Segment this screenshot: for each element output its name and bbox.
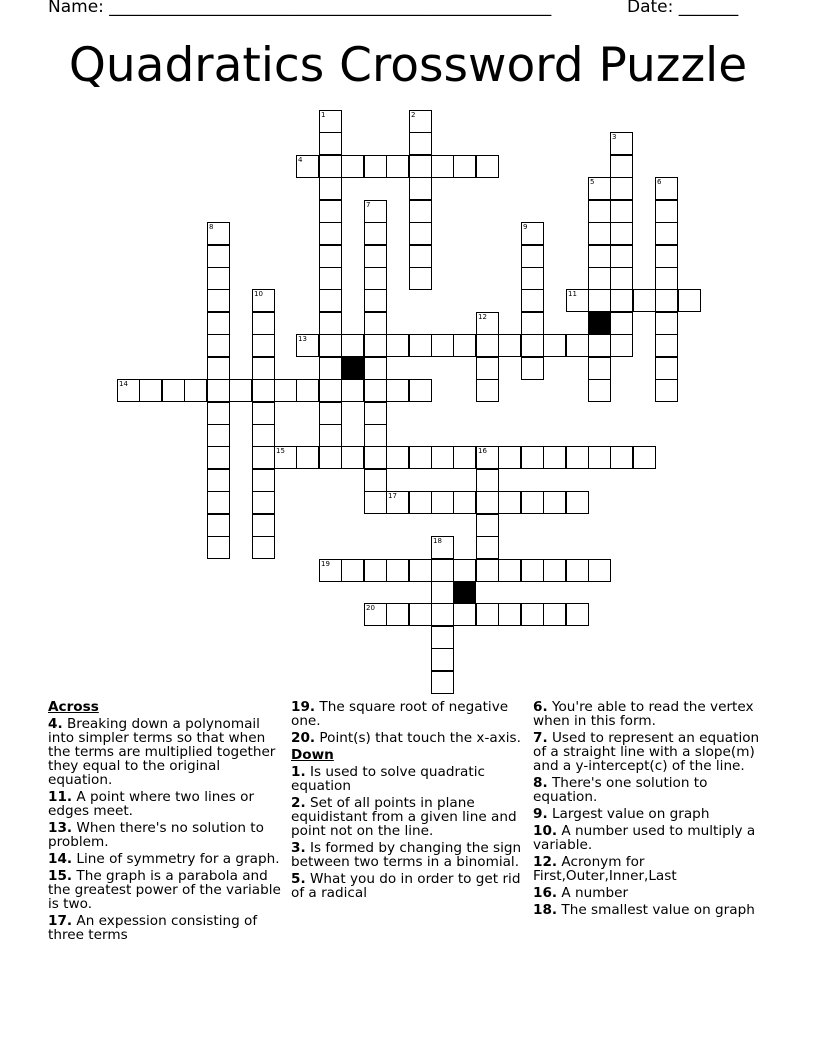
grid-cell[interactable]: [364, 379, 387, 402]
clue-number: 2: [411, 111, 416, 119]
clue-number: 15: [276, 447, 285, 455]
grid-cell[interactable]: [364, 559, 387, 582]
grid-cell[interactable]: [655, 334, 678, 357]
grid-cell[interactable]: [566, 603, 589, 626]
grid-cell[interactable]: [453, 334, 476, 357]
grid-cell[interactable]: [319, 559, 342, 582]
grid-cell[interactable]: [431, 648, 454, 671]
grid-cell[interactable]: [341, 559, 364, 582]
clue-number: 20: [366, 604, 375, 612]
clue-across-17: 17. An expession consisting of three terms: [48, 913, 258, 943]
grid-cell[interactable]: [207, 469, 230, 492]
grid-cell[interactable]: [453, 559, 476, 582]
clue-down-3: 3. Is formed by changing the sign between two terms in a binomial.: [291, 840, 522, 870]
grid-cell[interactable]: [252, 446, 275, 469]
grid-cell[interactable]: [588, 334, 611, 357]
clue-down-5: 5. What you do in order to get rid of a radical: [291, 871, 521, 901]
grid-cell[interactable]: [610, 177, 633, 200]
grid-cell[interactable]: [453, 446, 476, 469]
grid-cell[interactable]: [207, 245, 230, 268]
grid-cell[interactable]: [610, 132, 633, 155]
grid-cell[interactable]: [207, 267, 230, 290]
grid-cell[interactable]: [274, 446, 297, 469]
clue-number: 17: [388, 492, 397, 500]
grid-cell[interactable]: [364, 491, 387, 514]
clue-across-11: 11. A point where two lines or edges meet.: [48, 789, 255, 819]
grid-cell[interactable]: [409, 222, 432, 245]
clue-number: 4: [298, 156, 303, 164]
grid-cell[interactable]: [431, 581, 454, 604]
grid-cell[interactable]: [431, 671, 454, 694]
clue-down-8: 8. There's one solution to equation.: [533, 775, 708, 805]
grid-cell[interactable]: [409, 200, 432, 223]
grid-cell[interactable]: [296, 334, 319, 357]
grid-cell[interactable]: [207, 357, 230, 380]
grid-cell[interactable]: [409, 446, 432, 469]
grid-cell[interactable]: [543, 603, 566, 626]
grid-cell[interactable]: [476, 469, 499, 492]
grid-cell[interactable]: [476, 155, 499, 178]
grid-cell[interactable]: [386, 446, 409, 469]
clue-down-18: 18. The smallest value on graph: [533, 902, 755, 918]
grid-cell[interactable]: [319, 312, 342, 335]
grid-cell[interactable]: [409, 334, 432, 357]
grid-cell[interactable]: [588, 200, 611, 223]
clue-across-14: 14. Line of symmetry for a graph.: [48, 851, 280, 867]
grid-cell[interactable]: [566, 491, 589, 514]
grid-cell[interactable]: [498, 603, 521, 626]
grid-block: [341, 357, 364, 380]
clue-number: 11: [568, 290, 577, 298]
grid-cell[interactable]: [566, 446, 589, 469]
clue-down-9: 9. Largest value on graph: [533, 806, 710, 822]
grid-cell[interactable]: [364, 222, 387, 245]
grid-cell[interactable]: [521, 289, 544, 312]
grid-cell[interactable]: [521, 357, 544, 380]
grid-cell[interactable]: [610, 245, 633, 268]
grid-cell[interactable]: [543, 446, 566, 469]
grid-cell[interactable]: [610, 289, 633, 312]
grid-cell[interactable]: [476, 514, 499, 537]
grid-cell[interactable]: [207, 424, 230, 447]
clue-number: 18: [433, 537, 442, 545]
grid-cell[interactable]: [207, 222, 230, 245]
grid-cell[interactable]: [319, 334, 342, 357]
clue-number: 6: [657, 178, 662, 186]
grid-cell[interactable]: [319, 155, 342, 178]
grid-cell[interactable]: [364, 289, 387, 312]
grid-cell[interactable]: [409, 379, 432, 402]
grid-cell[interactable]: [453, 603, 476, 626]
clue-column-3: [533, 700, 769, 920]
clue-down-2: 2. Set of all points in plane equidistant from a given line and point not on the line.: [291, 795, 517, 839]
grid-cell[interactable]: [252, 469, 275, 492]
grid-cell[interactable]: [566, 289, 589, 312]
grid-cell[interactable]: [588, 289, 611, 312]
grid-cell[interactable]: [296, 155, 319, 178]
grid-cell[interactable]: [498, 334, 521, 357]
grid-cell[interactable]: [476, 536, 499, 559]
grid-cell[interactable]: [364, 200, 387, 223]
grid-cell[interactable]: [364, 267, 387, 290]
grid-cell[interactable]: [252, 514, 275, 537]
grid-cell[interactable]: [319, 402, 342, 425]
grid-cell[interactable]: [252, 402, 275, 425]
date-field: Date: _______: [627, 0, 739, 17]
clue-number: 10: [254, 290, 263, 298]
grid-cell[interactable]: [341, 379, 364, 402]
grid-cell[interactable]: [207, 312, 230, 335]
grid-cell[interactable]: [431, 334, 454, 357]
clue-number: 13: [298, 335, 307, 343]
grid-block: [453, 581, 476, 604]
grid-cell[interactable]: [678, 289, 701, 312]
grid-cell[interactable]: [252, 536, 275, 559]
clue-across-20: 20. Point(s) that touch the x-axis.: [291, 730, 521, 746]
grid-cell[interactable]: [364, 446, 387, 469]
grid-cell[interactable]: [655, 357, 678, 380]
grid-cell[interactable]: [229, 379, 252, 402]
grid-cell[interactable]: [543, 334, 566, 357]
down-heading: Down: [291, 747, 334, 763]
grid-cell[interactable]: [566, 559, 589, 582]
clue-number: 19: [321, 560, 330, 568]
grid-cell[interactable]: [588, 267, 611, 290]
grid-cell[interactable]: [431, 559, 454, 582]
grid-cell[interactable]: [319, 245, 342, 268]
grid-cell[interactable]: [476, 603, 499, 626]
grid-cell[interactable]: [341, 446, 364, 469]
grid-cell[interactable]: [319, 267, 342, 290]
clue-column-2: [291, 700, 527, 903]
grid-cell[interactable]: [207, 446, 230, 469]
grid-cell[interactable]: [319, 110, 342, 133]
grid-cell[interactable]: [431, 536, 454, 559]
grid-cell[interactable]: [431, 446, 454, 469]
grid-cell[interactable]: [319, 200, 342, 223]
grid-cell[interactable]: [476, 491, 499, 514]
clue-down-7: 7. Used to represent an equation of a straight line with a slope(m) and a y-intercept(c) of the line.: [533, 730, 760, 774]
grid-cell[interactable]: [610, 200, 633, 223]
clue-down-1: 1. Is used to solve quadratic equation: [291, 764, 485, 794]
grid-cell[interactable]: [252, 312, 275, 335]
grid-block: [588, 312, 611, 335]
grid-cell[interactable]: [341, 334, 364, 357]
grid-cell[interactable]: [431, 491, 454, 514]
grid-cell[interactable]: [207, 289, 230, 312]
grid-cell[interactable]: [252, 491, 275, 514]
grid-cell[interactable]: [386, 379, 409, 402]
grid-cell[interactable]: [296, 379, 319, 402]
grid-cell[interactable]: [364, 357, 387, 380]
clue-across-4: 4. Breaking down a polynomail into simpler terms so that when the terms are multiplied together they equal to the original equation.: [48, 716, 276, 788]
grid-cell[interactable]: [252, 334, 275, 357]
grid-cell[interactable]: [543, 491, 566, 514]
grid-cell[interactable]: [207, 491, 230, 514]
grid-cell[interactable]: [610, 334, 633, 357]
grid-cell[interactable]: [521, 245, 544, 268]
grid-cell[interactable]: [633, 446, 656, 469]
grid-cell[interactable]: [655, 245, 678, 268]
grid-cell[interactable]: [610, 267, 633, 290]
grid-cell[interactable]: [386, 559, 409, 582]
grid-cell[interactable]: [139, 379, 162, 402]
across-heading: Across: [48, 699, 99, 715]
grid-cell[interactable]: [319, 289, 342, 312]
grid-cell[interactable]: [386, 603, 409, 626]
clue-column-1: [48, 700, 284, 945]
grid-cell[interactable]: [409, 491, 432, 514]
grid-cell[interactable]: [252, 424, 275, 447]
grid-cell[interactable]: [184, 379, 207, 402]
grid-cell[interactable]: [296, 446, 319, 469]
grid-cell[interactable]: [476, 446, 499, 469]
clue-across-15: 15. The graph is a parabola and the greatest power of the variable is two.: [48, 868, 281, 912]
grid-cell[interactable]: [498, 559, 521, 582]
grid-cell[interactable]: [207, 536, 230, 559]
grid-cell[interactable]: [655, 379, 678, 402]
grid-cell[interactable]: [252, 289, 275, 312]
grid-cell[interactable]: [409, 267, 432, 290]
name-field: Name: ____________________________________________________: [48, 0, 552, 17]
grid-cell[interactable]: [521, 334, 544, 357]
clue-across-19: 19. The square root of negative one.: [291, 699, 509, 729]
grid-cell[interactable]: [364, 155, 387, 178]
grid-cell[interactable]: [319, 357, 342, 380]
clue-number: 3: [612, 133, 617, 141]
grid-cell[interactable]: [117, 379, 140, 402]
page-title: Quadratics Crossword Puzzle: [68, 38, 748, 93]
grid-cell[interactable]: [207, 334, 230, 357]
grid-cell[interactable]: [431, 603, 454, 626]
grid-cell[interactable]: [633, 289, 656, 312]
grid-cell[interactable]: [386, 155, 409, 178]
grid-cell[interactable]: [543, 559, 566, 582]
grid-cell[interactable]: [319, 222, 342, 245]
grid-cell[interactable]: [207, 514, 230, 537]
grid-cell[interactable]: [341, 155, 364, 178]
grid-cell[interactable]: [409, 177, 432, 200]
clue-across-13: 13. When there's no solution to problem.: [48, 820, 264, 850]
grid-cell[interactable]: [319, 177, 342, 200]
clue-number: 7: [366, 201, 371, 209]
clue-number: 1: [321, 111, 326, 119]
grid-cell[interactable]: [431, 155, 454, 178]
grid-cell[interactable]: [588, 379, 611, 402]
grid-cell[interactable]: [521, 312, 544, 335]
grid-cell[interactable]: [386, 334, 409, 357]
grid-cell[interactable]: [610, 446, 633, 469]
grid-cell[interactable]: [588, 177, 611, 200]
grid-cell[interactable]: [655, 200, 678, 223]
clue-down-10: 10. A number used to multiply a variable.: [533, 823, 756, 853]
grid-cell[interactable]: [610, 222, 633, 245]
grid-cell[interactable]: [521, 603, 544, 626]
grid-cell[interactable]: [521, 267, 544, 290]
grid-cell[interactable]: [386, 491, 409, 514]
grid-cell[interactable]: [274, 379, 297, 402]
grid-cell[interactable]: [319, 424, 342, 447]
clue-number: 5: [590, 178, 595, 186]
grid-cell[interactable]: [521, 446, 544, 469]
grid-cell[interactable]: [409, 245, 432, 268]
grid-cell[interactable]: [409, 603, 432, 626]
grid-cell[interactable]: [319, 132, 342, 155]
grid-cell[interactable]: [588, 357, 611, 380]
grid-cell[interactable]: [521, 222, 544, 245]
grid-cell[interactable]: [566, 334, 589, 357]
clue-down-6: 6. You're able to read the vertex when in this form.: [533, 699, 754, 729]
clue-number: 16: [478, 447, 487, 455]
grid-cell[interactable]: [655, 289, 678, 312]
grid-cell[interactable]: [498, 446, 521, 469]
grid-cell[interactable]: [409, 110, 432, 133]
grid-cell[interactable]: [476, 357, 499, 380]
grid-cell[interactable]: [364, 402, 387, 425]
grid-cell[interactable]: [453, 155, 476, 178]
grid-cell[interactable]: [409, 155, 432, 178]
grid-cell[interactable]: [162, 379, 185, 402]
grid-cell[interactable]: [476, 334, 499, 357]
clue-down-12: 12. Acronym for First,Outer,Inner,Last: [533, 854, 677, 884]
grid-cell[interactable]: [588, 446, 611, 469]
grid-cell[interactable]: [476, 559, 499, 582]
clue-number: 14: [119, 380, 128, 388]
grid-cell[interactable]: [498, 491, 521, 514]
grid-cell[interactable]: [207, 379, 230, 402]
grid-cell[interactable]: [319, 446, 342, 469]
grid-cell[interactable]: [364, 469, 387, 492]
grid-cell[interactable]: [453, 491, 476, 514]
grid-cell[interactable]: [364, 603, 387, 626]
grid-cell[interactable]: [319, 379, 342, 402]
grid-cell[interactable]: [610, 155, 633, 178]
grid-cell[interactable]: [364, 245, 387, 268]
grid-cell[interactable]: [521, 559, 544, 582]
grid-cell[interactable]: [655, 222, 678, 245]
grid-cell[interactable]: [364, 312, 387, 335]
grid-cell[interactable]: [588, 222, 611, 245]
grid-cell[interactable]: [364, 424, 387, 447]
grid-cell[interactable]: [655, 312, 678, 335]
clue-number: 8: [209, 223, 214, 231]
grid-cell[interactable]: [431, 626, 454, 649]
grid-cell[interactable]: [252, 379, 275, 402]
grid-cell[interactable]: [588, 559, 611, 582]
grid-cell[interactable]: [364, 334, 387, 357]
clue-down-16: 16. A number: [533, 885, 629, 901]
grid-cell[interactable]: [655, 177, 678, 200]
grid-cell[interactable]: [610, 312, 633, 335]
clue-number: 12: [478, 313, 487, 321]
grid-cell[interactable]: [476, 312, 499, 335]
grid-cell[interactable]: [588, 245, 611, 268]
grid-cell[interactable]: [409, 559, 432, 582]
grid-cell[interactable]: [207, 402, 230, 425]
grid-cell[interactable]: [521, 491, 544, 514]
grid-cell[interactable]: [476, 379, 499, 402]
clue-number: 9: [523, 223, 528, 231]
grid-cell[interactable]: [252, 357, 275, 380]
grid-cell[interactable]: [655, 267, 678, 290]
grid-cell[interactable]: [409, 132, 432, 155]
